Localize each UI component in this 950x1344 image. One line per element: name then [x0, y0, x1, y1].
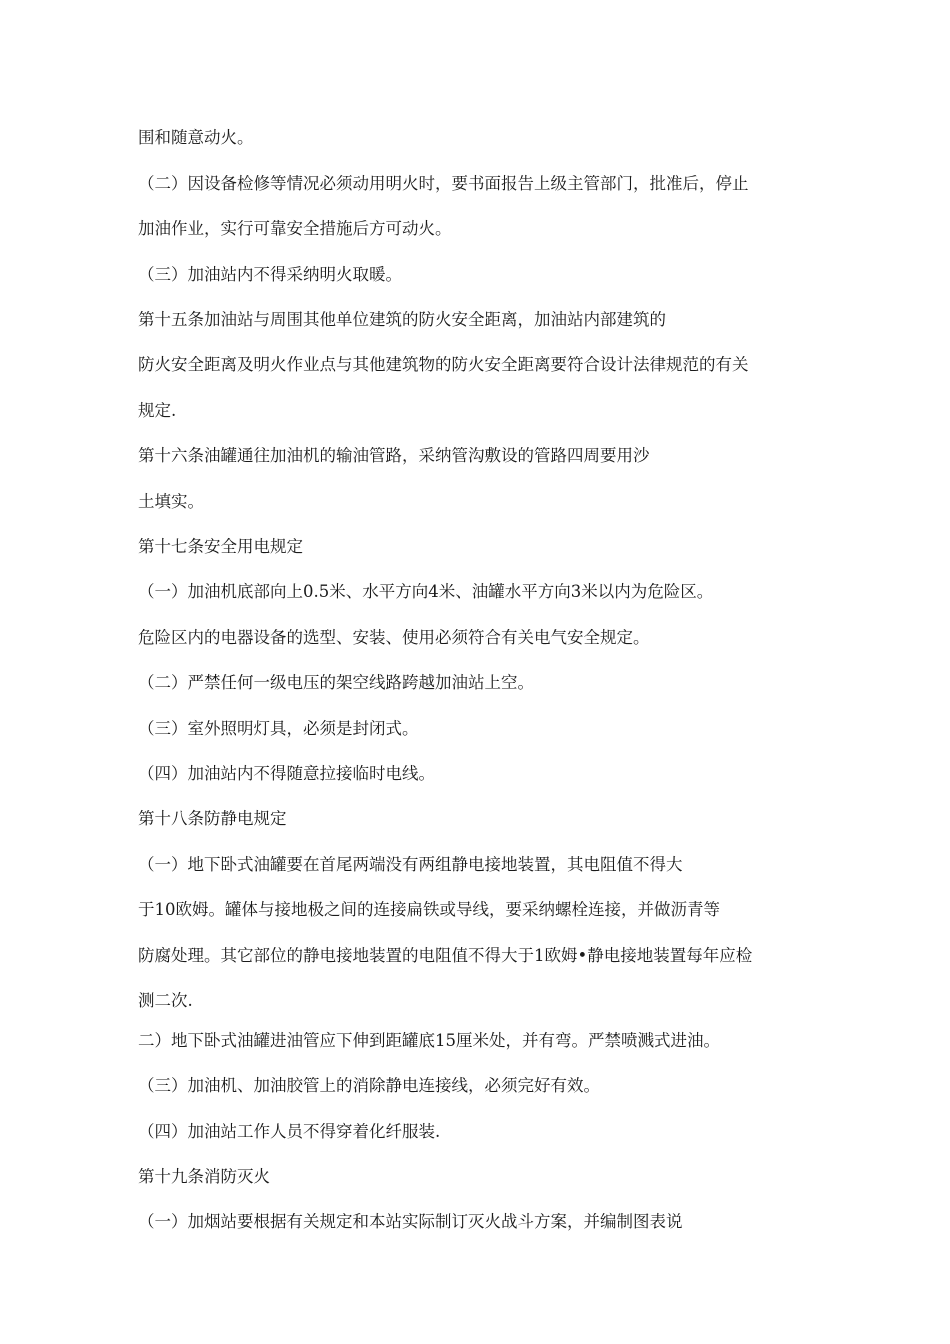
text-line: 第十七条安全用电规定 [138, 537, 303, 556]
text-line: 加油作业，实行可靠安全措施后方可动火。 [138, 219, 452, 238]
text-line: （三）加油站内不得采纳明火取暖。 [138, 265, 402, 284]
text-line: 第十九条消防灭火 [138, 1167, 270, 1186]
text-line: 围和随意动火。 [138, 128, 254, 147]
text-line: （一）加烟站要根据有关规定和本站实际制订灭火战斗方案，并编制图表说 [138, 1212, 683, 1231]
text-line: （四）加油站工作人员不得穿着化纤服装. [138, 1122, 441, 1141]
text-line: （四）加油站内不得随意拉接临时电线。 [138, 764, 435, 783]
text-line: （二）严禁任何一级电压的架空线路跨越加油站上空。 [138, 673, 534, 692]
text-line: 第十五条加油站与周围其他单位建筑的防火安全距离，加油站内部建筑的 [138, 310, 666, 329]
text-line: 二）地下卧式油罐进油管应下伸到距罐底15厘米处，并有弯。严禁喷溅式进油。 [138, 1031, 720, 1050]
text-line: （一）加油机底部向上0.5米、水平方向4米、油罐水平方向3米以内为危险区。 [138, 582, 714, 601]
text-line: 第十六条油罐通往加油机的输油管路，采纳管沟敷设的管路四周要用沙 [138, 446, 650, 465]
text-line: 规定. [138, 401, 177, 420]
text-line: 测二次. [138, 991, 193, 1010]
text-line: 防火安全距离及明火作业点与其他建筑物的防火安全距离要符合设计法律规范的有关 [138, 355, 749, 374]
text-line: （三）加油机、加油胶管上的消除静电连接线，必须完好有效。 [138, 1076, 600, 1095]
text-line: 危险区内的电器设备的选型、安装、使用必须符合有关电气安全规定。 [138, 628, 650, 647]
text-line: 于10欧姆。罐体与接地极之间的连接扁铁或导线，要采纳螺栓连接，并做沥青等 [138, 900, 720, 919]
text-line: 防腐处理。其它部位的静电接地装置的电阻值不得大于1欧姆•静电接地装置每年应检 [138, 946, 753, 965]
text-line: 土填实。 [138, 492, 204, 511]
text-line: （一）地下卧式油罐要在首尾两端没有两组静电接地装置，其电阻值不得大 [138, 855, 683, 874]
text-line: （二）因设备检修等情况必须动用明火时，要书面报告上级主管部门，批准后，停止 [138, 174, 749, 193]
text-line: 第十八条防静电规定 [138, 809, 287, 828]
text-line: （三）室外照明灯具，必须是封闭式。 [138, 719, 419, 738]
